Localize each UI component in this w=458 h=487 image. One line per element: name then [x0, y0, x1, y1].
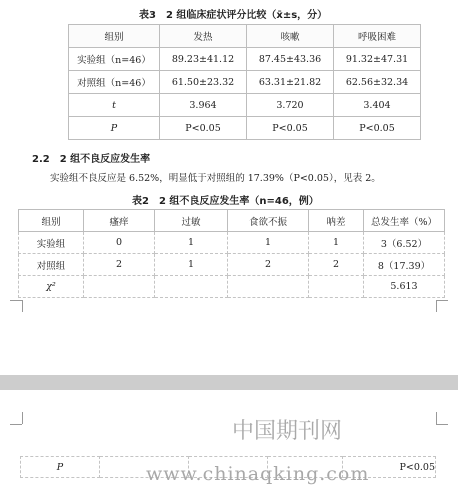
section-heading: 2.2 2 组不良反应发生率: [32, 154, 151, 165]
table3-caption: 表3 2 组临床症状评分比较（x̄±s，分）: [139, 10, 328, 21]
table2-header-cell: 食欲不振: [228, 210, 309, 232]
table-cell: 1: [309, 232, 364, 254]
table-cell: 5.613: [364, 276, 445, 298]
table-cell: 2: [309, 254, 364, 276]
page-corner-mark: [436, 412, 437, 424]
table2-header-row: [19, 210, 445, 232]
table-cell: [155, 276, 228, 298]
table3-header-row: [69, 25, 421, 48]
table-cell: P: [69, 117, 160, 140]
page-corner-mark: [436, 424, 448, 425]
page-corner-mark: [22, 412, 23, 424]
watermark-text: 中国期刊网: [232, 419, 343, 444]
table-cell: 1: [155, 254, 228, 276]
table-cell: 91.32±47.31: [334, 48, 421, 71]
table-cell: 实验组: [19, 232, 84, 254]
table-cell: 62.56±32.34: [334, 71, 421, 94]
table-cell: 3.964: [160, 94, 247, 117]
table3: [68, 24, 421, 140]
table-row: [19, 276, 445, 298]
table-cell: P: [21, 457, 100, 478]
table2-header-cell: 呐差: [309, 210, 364, 232]
table-cell: 3.720: [247, 94, 334, 117]
table2: [18, 209, 445, 298]
table2-header-cell: 总发生率（%）: [364, 210, 445, 232]
page-corner-mark: [436, 300, 437, 312]
table-row: [69, 117, 421, 140]
table2-caption: 表2 2 组不良反应发生率（n=46，例）: [132, 196, 319, 207]
table-cell: P<0.05: [247, 117, 334, 140]
table2-header-cell: 过敏: [155, 210, 228, 232]
table-cell: 对照组: [19, 254, 84, 276]
table2-header-cell: 瘙痒: [84, 210, 155, 232]
table-cell: 2: [228, 254, 309, 276]
watermark-url: www.chinaqking.com: [146, 463, 370, 485]
table-cell: 3（6.52）: [364, 232, 445, 254]
table2-header-cell: 组别: [19, 210, 84, 232]
table3-header-cell: 组别: [69, 25, 160, 48]
page-break-band: [0, 375, 458, 390]
table-row: [69, 71, 421, 94]
table-cell: 8（17.39）: [364, 254, 445, 276]
table-cell: 1: [155, 232, 228, 254]
table-cell: 0: [84, 232, 155, 254]
table-row: [69, 48, 421, 71]
table-cell: 对照组（n=46）: [69, 71, 160, 94]
table3-header-cell: 呼吸困难: [334, 25, 421, 48]
table-cell: 实验组（n=46）: [69, 48, 160, 71]
table3-header-cell: 咳嗽: [247, 25, 334, 48]
table-cell: 3.404: [334, 94, 421, 117]
table3-header-cell: 发热: [160, 25, 247, 48]
table-cell: χ²: [19, 276, 84, 298]
table-row: [69, 94, 421, 117]
table-cell: t: [69, 94, 160, 117]
table-row: [19, 254, 445, 276]
table-cell: [84, 276, 155, 298]
table-cell: 1: [228, 232, 309, 254]
table-cell: [228, 276, 309, 298]
table-cell: P<0.05: [334, 117, 421, 140]
section-paragraph: 实验组不良反应是 6.52%，明显低于对照组的 17.39%（P<0.05），见表 2。: [50, 173, 381, 184]
page-corner-mark: [436, 300, 448, 301]
page-corner-mark: [10, 424, 22, 425]
table-cell: 87.45±43.36: [247, 48, 334, 71]
table-cell: 61.50±23.32: [160, 71, 247, 94]
table-cell: 2: [84, 254, 155, 276]
table-cell: 89.23±41.12: [160, 48, 247, 71]
table-cell: [309, 276, 364, 298]
table-cell: P<0.05: [343, 457, 436, 478]
table-row: [19, 232, 445, 254]
table-cell: 63.31±21.82: [247, 71, 334, 94]
table-cell: P<0.05: [160, 117, 247, 140]
page-corner-mark: [10, 300, 22, 301]
page-corner-mark: [22, 300, 23, 312]
